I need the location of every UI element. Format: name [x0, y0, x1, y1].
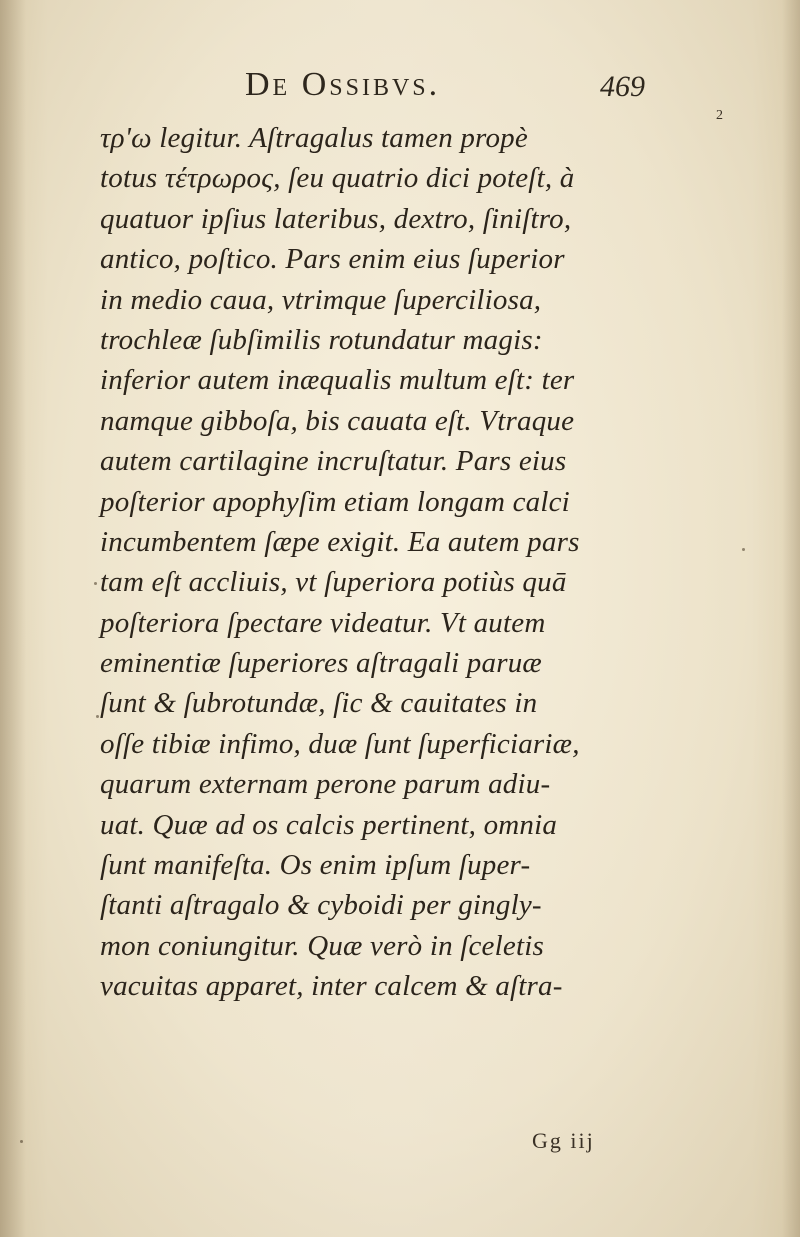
- running-title: De Ossibvs.: [245, 66, 441, 103]
- spine-shadow: [0, 0, 26, 1237]
- text-line: incumbentem ſæpe exigit. Ea autem pars: [100, 525, 580, 558]
- text-line: vacuitas apparet, inter calcem & aſtra-: [100, 970, 563, 1003]
- text-line: antico, poſtico. Pars enim eius ſuperior: [100, 243, 565, 276]
- text-line: totus τέτρωρος, ſeu quatrio dici poteſt, à: [100, 162, 575, 195]
- paper-speck: [96, 715, 99, 718]
- text-line: ſunt manifeſta. Os enim ipſum ſuper-: [100, 849, 531, 882]
- text-line: autem cartilagine incruſtatur. Pars eius: [100, 445, 567, 478]
- text-line: namque gibboſa, bis cauata eſt. Vtraque: [100, 404, 575, 437]
- text-line: uat. Quæ ad os calcis pertinent, omnia: [100, 808, 558, 841]
- body-text: [100, 118, 720, 1007]
- text-line: tam eſt accliuis, vt ſuperiora potiùs quā: [100, 566, 567, 599]
- text-line: τρ'ω legitur. Aſtragalus tamen propè: [100, 122, 528, 154]
- text-line: poſterior apophyſim etiam longam calci: [100, 485, 570, 518]
- text-line: trochleæ ſubſimilis rotundatur magis:: [100, 323, 543, 356]
- signature-mark: Gg iij: [532, 1128, 595, 1153]
- text-line: quatuor ipſius lateribus, dextro, ſiniſtro,: [100, 202, 572, 235]
- text-line: ſunt & ſubrotundæ, ſic & cauitates in: [100, 687, 538, 720]
- text-line: inferior autem inæqualis multum eſt: ter: [100, 364, 575, 397]
- text-line: ſtanti aſtragalo & cyboidi per gingly-: [100, 889, 542, 922]
- paper-speck: [742, 548, 745, 551]
- margin-note: 2: [716, 108, 723, 123]
- text-line: eminentiæ ſuperiores aſtragali paruæ: [100, 647, 542, 680]
- page-edge-shadow: [782, 0, 800, 1237]
- text-line: in medio caua, vtrimque ſuperciliosa,: [100, 283, 542, 316]
- paper-speck: [20, 1140, 23, 1143]
- text-line: mon coniungitur. Quæ verò in ſceletis: [100, 929, 544, 962]
- page-number: 469: [600, 70, 645, 103]
- text-line: quarum externam perone parum adiu-: [100, 768, 551, 801]
- paper-speck: [94, 582, 97, 585]
- text-line: poſteriora ſpectare videatur. Vt autem: [100, 606, 546, 639]
- text-line: oſſe tibiæ infimo, duæ ſunt ſuperficiariæ,: [100, 727, 580, 760]
